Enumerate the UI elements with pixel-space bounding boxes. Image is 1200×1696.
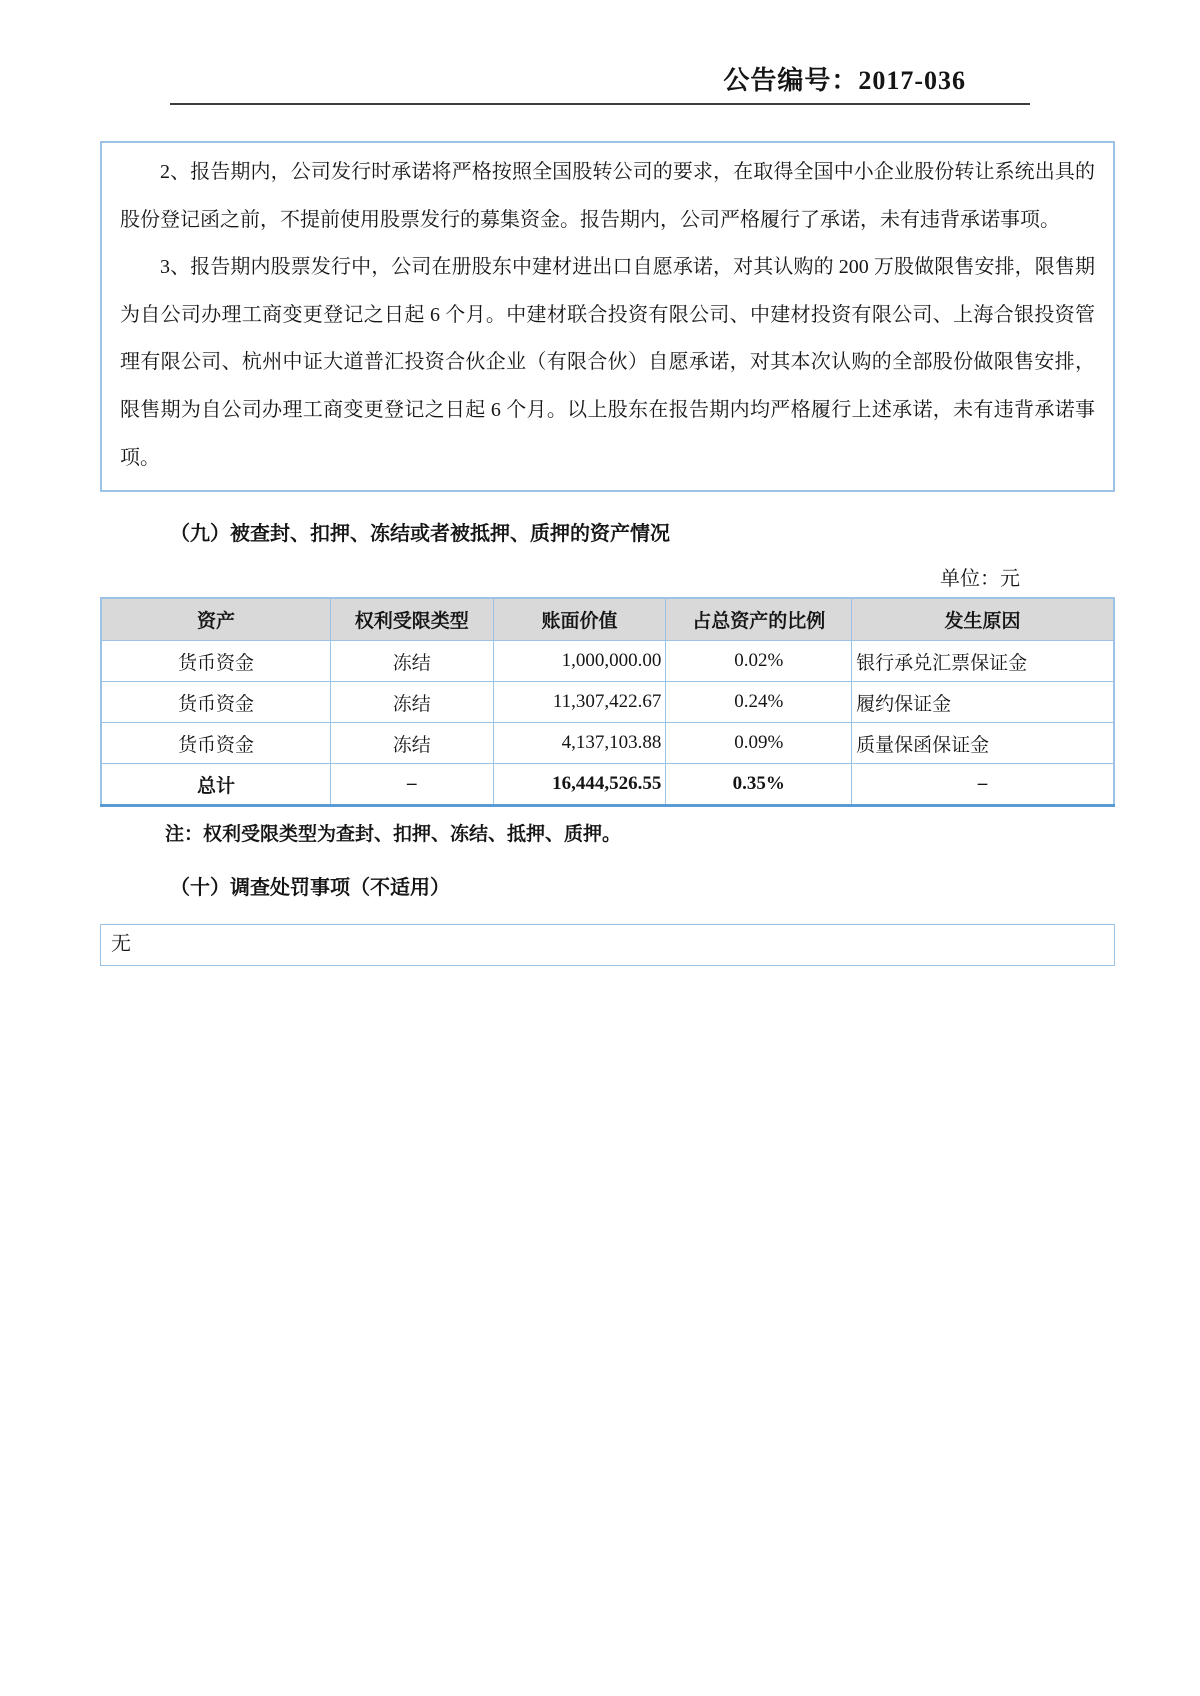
table-row <box>101 723 1114 764</box>
table-cell: 质量保函保证金 <box>852 723 1114 764</box>
table-row <box>101 682 1114 723</box>
table-cell: 0.02% <box>666 641 852 682</box>
table-cell: 货币资金 <box>101 641 330 682</box>
unit-label: 单位：元 <box>940 568 1020 591</box>
table-note: 注：权利受限类型为查封、扣押、冻结、抵押、质押。 <box>165 824 622 846</box>
commitments-box <box>100 141 1115 492</box>
table-cell: 银行承兑汇票保证金 <box>852 641 1114 682</box>
table-row <box>101 641 1114 682</box>
table-cell: 16,444,526.55 <box>493 764 666 806</box>
table-cell: 冻结 <box>330 723 493 764</box>
col-header-pct-of-assets: 占总资产的比例 <box>666 598 852 641</box>
table-cell: – <box>330 764 493 806</box>
table-cell: 冻结 <box>330 682 493 723</box>
table-cell: 履约保证金 <box>852 682 1114 723</box>
table-cell: 1,000,000.00 <box>493 641 666 682</box>
commitment-paragraph-2: 2、报告期内，公司发行时承诺将严格按照全国股转公司的要求，在取得全国中小企业股份转让系统出具的股份登记函之前，不提前使用股票发行的募集资金。报告期内，公司严格履行了承诺，未有违背承诺事项。 <box>120 161 1095 231</box>
table-cell: 0.24% <box>666 682 852 723</box>
table-cell: 0.35% <box>666 764 852 806</box>
col-header-book-value: 账面价值 <box>493 598 666 641</box>
notice-number: 公告编号：2017-036 <box>723 66 966 95</box>
section-nine-heading: （九）被查封、扣押、冻结或者被抵押、质押的资产情况 <box>170 523 670 546</box>
doc-header <box>170 60 1030 105</box>
col-header-asset: 资产 <box>101 598 330 641</box>
section-ten-content-box <box>100 924 1115 966</box>
table-cell: 4,137,103.88 <box>493 723 666 764</box>
col-header-reason: 发生原因 <box>852 598 1114 641</box>
commitment-paragraph-3: 3、报告期内股票发行中，公司在册股东中建材进出口自愿承诺，对其认购的 200 万股做限售安排，限售期为自公司办理工商变更登记之日起 6 个月。中建材联合投资有限公司、中建材投资有限公司、上海合银投资管理有限公司、杭州中证大道普汇投资合伙企业（有限合伙）自愿承诺，对其本次认购的全部股份做限售安排，限售期为自公司办理工商变更登记之日起 6 个月。以上股东在报告期内均严格履行上述承诺，未有违背承诺事项。 <box>120 256 1095 469</box>
table-cell: 总计 <box>101 764 330 806</box>
table-total-row <box>101 764 1114 806</box>
table-cell: 货币资金 <box>101 723 330 764</box>
table-cell: 11,307,422.67 <box>493 682 666 723</box>
table-cell: 货币资金 <box>101 682 330 723</box>
table-cell: – <box>852 764 1114 806</box>
col-header-restriction-type: 权利受限类型 <box>330 598 493 641</box>
section-ten-heading: （十）调查处罚事项（不适用） <box>170 877 450 900</box>
table-cell: 冻结 <box>330 641 493 682</box>
section-ten-content: 无 <box>111 933 131 956</box>
asset-table-body <box>101 641 1114 806</box>
restricted-assets-table <box>100 597 1115 807</box>
table-cell: 0.09% <box>666 723 852 764</box>
table-header-row <box>101 598 1114 641</box>
